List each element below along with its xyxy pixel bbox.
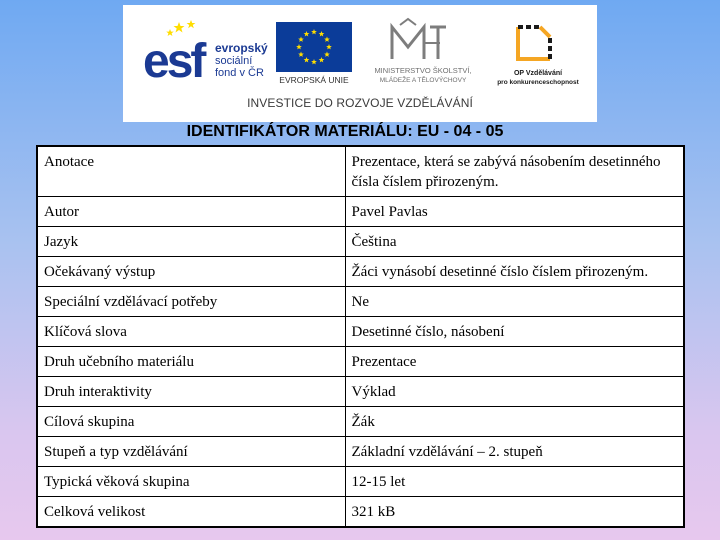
table-row	[37, 287, 684, 317]
row-key: Celková velikost	[37, 497, 345, 528]
row-value: Ne	[345, 287, 684, 317]
row-value: Žák	[345, 407, 684, 437]
esf-text-line-1: evropský	[215, 41, 268, 55]
eu-text: EVROPSKÁ UNIE	[279, 75, 349, 85]
table-row	[37, 497, 684, 528]
table-row	[37, 257, 684, 287]
op-vzdelavani-logo	[488, 19, 588, 91]
row-key: Autor	[37, 197, 345, 227]
row-key: Jazyk	[37, 227, 345, 257]
esf-text-line-2: sociální	[215, 55, 253, 67]
row-value: Prezentace	[345, 347, 684, 377]
row-value: Prezentace, která se zabývá násobením desetinného čísla číslem přirozeným.	[345, 146, 684, 197]
table-row	[37, 146, 684, 197]
metadata-table	[36, 145, 685, 528]
row-key: Stupeň a typ vzdělávání	[37, 437, 345, 467]
table-row	[37, 407, 684, 437]
row-key: Anotace	[37, 146, 345, 197]
logo-banner	[123, 5, 597, 122]
row-value: Žáci vynásobí desetinné číslo číslem přirozeným.	[345, 257, 684, 287]
eu-flag-logo	[276, 22, 352, 86]
row-key: Druh interaktivity	[37, 377, 345, 407]
table-row	[37, 437, 684, 467]
op-text-line-2: pro konkurenceschopnost	[497, 79, 579, 86]
table-row	[37, 317, 684, 347]
row-value: Pavel Pavlas	[345, 197, 684, 227]
banner-caption: INVESTICE DO ROZVOJE VZDĚLÁVÁNÍ	[247, 96, 473, 110]
svg-text:esf: esf	[143, 35, 204, 85]
table-row	[37, 377, 684, 407]
row-key: Cílová skupina	[37, 407, 345, 437]
table-row	[37, 347, 684, 377]
table-row	[37, 227, 684, 257]
row-key: Klíčová slova	[37, 317, 345, 347]
row-value: Desetinné číslo, násobení	[345, 317, 684, 347]
msmt-text-line-1: MINISTERSTVO ŠKOLSTVÍ,	[374, 66, 472, 75]
row-key: Očekávaný výstup	[37, 257, 345, 287]
row-value: 12-15 let	[345, 467, 684, 497]
row-key: Speciální vzdělávací potřeby	[37, 287, 345, 317]
table-row	[37, 467, 684, 497]
row-value: Výklad	[345, 377, 684, 407]
op-text-line-1: OP Vzdělávání	[513, 70, 563, 77]
row-key: Druh učebního materiálu	[37, 347, 345, 377]
row-value: Základní vzdělávání – 2. stupeň	[345, 437, 684, 467]
msmt-text-line-2: MLÁDEŽE A TĚLOVÝCHOVY	[379, 77, 467, 84]
esf-text-line-3: fond v ČR	[215, 67, 264, 79]
row-key: Typická věková skupina	[37, 467, 345, 497]
row-value: 321 kB	[345, 497, 684, 528]
row-value: Čeština	[345, 227, 684, 257]
esf-logo	[143, 19, 268, 85]
page-title: IDENTIFIKÁTOR MATERIÁLU: EU - 04 - 05	[186, 123, 504, 140]
table-row	[37, 197, 684, 227]
msmt-logo	[358, 17, 488, 89]
